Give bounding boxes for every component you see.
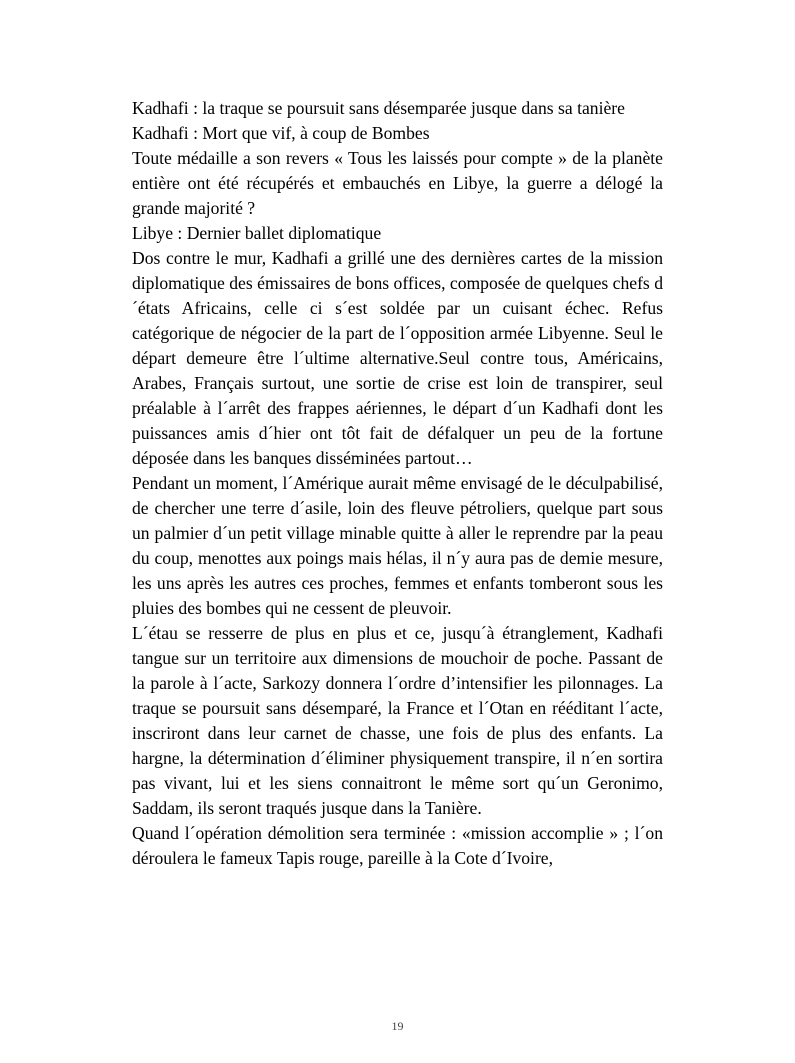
body-paragraph-2: Pendant un moment, l´Amérique aurait même envisagé de le déculpabilisé, de chercher une terre d´asile, loin des fleuve pétroliers, quelque part sous un palmier d´un petit village minable quitte à aller le reprendre par la peau du coup, menottes aux poings mais hélas, il n´y aura pas de demie mesure, les uns après les autres ces proches, femmes et enfants tomberont sous les pluies des bombes qui ne cessent de pleuvoir. (132, 473, 663, 618)
headline-2: Kadhafi : Mort que vif, à coup de Bombes (132, 123, 430, 143)
page-number: 19 (391, 1019, 404, 1033)
body-paragraph-3: L´étau se resserre de plus en plus et ce, jusqu´à étranglement, Kadhafi tangue sur un territoire aux dimensions de mouchoir de poche. Passant de la parole à l´acte, Sarkozy donnera l´ordre d’intensifier les pilonnages. La traque se poursuit sans désemparé, la France et l´Otan en rééditant l´acte, inscriront dans leur carnet de chasse, une fois de plus des enfants. La hargne, la détermination d´éliminer physiquement transpire, il n´en sortira pas vivant, lui et les siens connaitront le même sort qu´un Geronimo, Saddam, ils seront traqués jusque dans la Tanière. (132, 623, 663, 818)
section-title: Libye : Dernier ballet diplomatique (132, 223, 382, 243)
body-paragraph-1: Dos contre le mur, Kadhafi a grillé une des dernières cartes de la mission diplomatique des émissaires de bons offices, composée de quelques chefs d´états Africains, celle ci s´est soldée par un cuisant échec. Refus catégorique de négocier de la part de l´opposition armée Libyenne. Seul le départ demeure être l´ultime alternative.Seul contre tous, Américains, Arabes, Français surtout, une sortie de crise est loin de transpirer, seul préalable à l´arrêt des frappes aériennes, le départ d´un Kadhafi dont les puissances amis d´hier ont tôt fait de défalquer un peu de la fortune déposée dans les banques disséminées partout… (132, 248, 663, 468)
page-body (132, 96, 663, 871)
intro-paragraph: Toute médaille a son revers « Tous les laissés pour compte » de la planète entière ont été récupérés et embauchés en Libye, la guerre a délogé la grande majorité ? (132, 148, 663, 218)
body-paragraph-4: Quand l´opération démolition sera terminée : «mission accomplie » ; l´on déroulera le fameux Tapis rouge, pareille à la Cote d´Ivoire, (132, 823, 663, 868)
headline-1: Kadhafi : la traque se poursuit sans désemparée jusque dans sa tanière (132, 98, 625, 118)
